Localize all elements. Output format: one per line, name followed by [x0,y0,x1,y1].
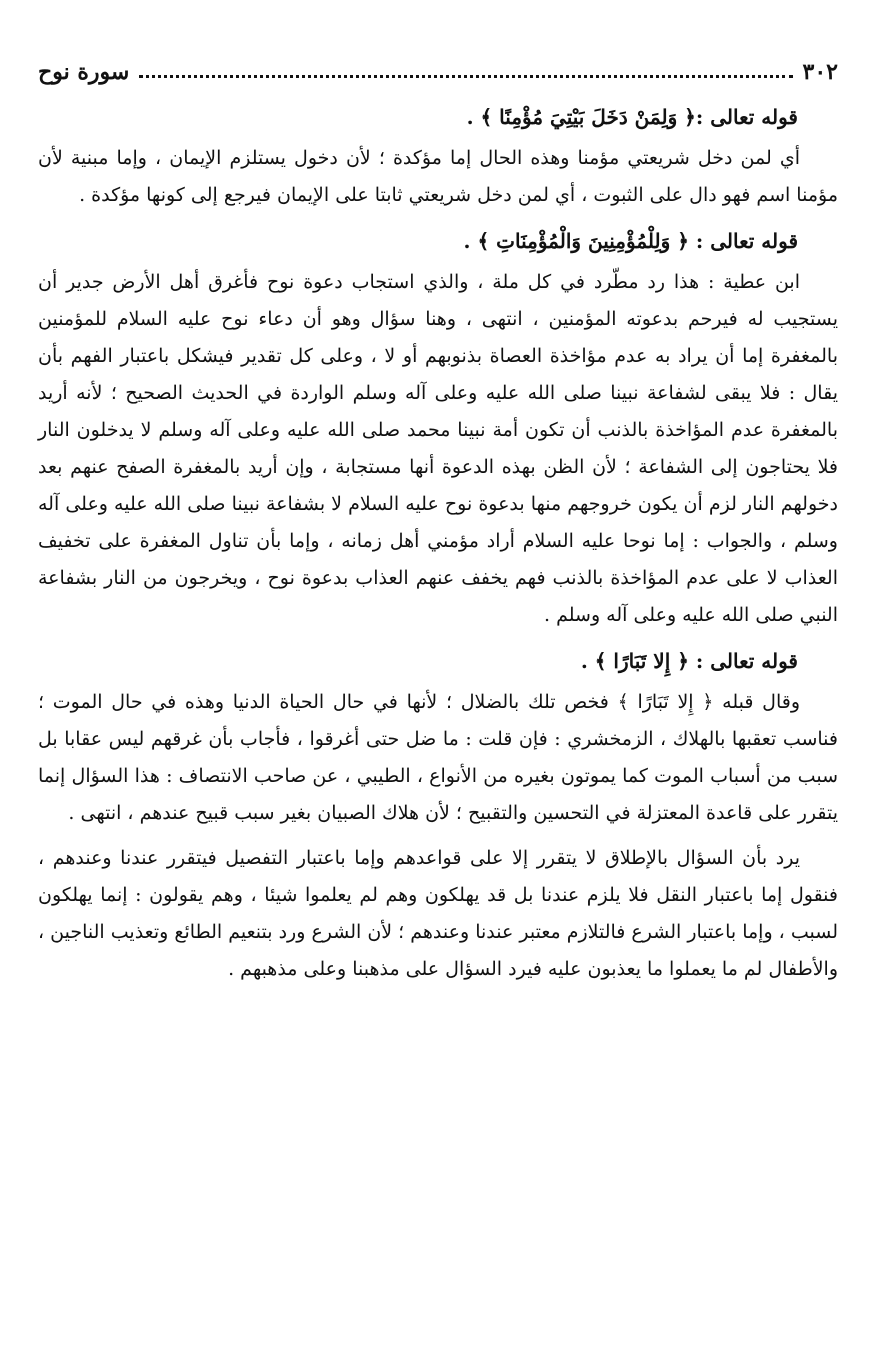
page-header [38,52,838,92]
commentary-paragraph: يرد بأن السؤال بالإطلاق لا يتقرر إلا على قواعدهم وإما باعتبار التفصيل فيتقرر عندنا وعندهم ، فنقول إما باعتبار النقل فلا يلزم عندنا بل قد يهلكون وهم لم يعلموا شيئا ، وهم يقولون : إنما يهلكون لسبب ، وإما باعتبار الشرع فالتلازم معتبر عندنا وعندهم ؛ لأن الشرع ورد بتنعيم الطائع وتعذيب الناجين ، والأطفال لم ما يعملوا ما يعذبون عليه فيرد السؤال على مذهبنا وعلى مذهبهم . [38,847,838,980]
section-verse-1 [38,98,838,214]
surah-title: سورة نوح [38,59,130,85]
section-verse-3 [38,642,838,988]
page-number: ٣٠٢ [802,59,838,85]
commentary-paragraph: ابن عطية : هذا رد مطّرد في كل ملة ، والذي استجاب دعوة نوح فأغرق أهل الأرض جدير أن يستجيب له فيرحم بدعوته المؤمنين ، انتهى ، وهنا سؤال وهو أن دعاء نوح عليه السلام للمؤمنين بالمغفرة إما أن يراد به عدم مؤاخذة العصاة بذنوبهم أو لا ، وعلى كل تقدير فيشكل باعتبار الفهم بأن يقال : فلا يبقى لشفاعة نبينا صلى الله عليه وعلى آله وسلم الواردة في الحديث الصحيح ؛ لأنه أريد بالمغفرة عدم المؤاخذة بالذنب أن تكون أمة نبينا محمد صلى الله عليه وعلى آله وسلم لا يدخلون النار فلا يحتاجون إلى الشفاعة ؛ لأن الظن بهذه الدعوة أنها مستجابة ، وإن أريد بالمغفرة الصفح عنهم بعد دخولهم النار لزم أن يكون خروجهم منها بدعوة نوح عليه السلام لا بشفاعة نبينا صلى الله عليه وعلى آله وسلم ، والجواب : إما نوحا عليه السلام أراد مؤمني أهل زمانه ، وإما بأن تناول المغفرة على تخفيف العذاب لا على عدم المؤاخذة بالذنب فهم يخفف عنهم العذاب بدعوة نوح ، ويخرجون من النار بشفاعة النبي صلى الله عليه وعلى آله وسلم . [38,271,838,626]
commentary-paragraph: وقال قبله ﴿ إِلا تَبَارًا ﴾ فخص تلك بالضلال ؛ لأنها في حال الحياة الدنيا وهذه في حال الموت ؛ فناسب تعقبها بالهلاك ، الزمخشري : فإن قلت : ما ضل حتى أغرقوا ، فأجاب بأن غرقهم ليس عقابا بل سبب من أسباب الموت كما يموتون بغيره من الأنواع ، الطيبي ، عن صاحب الانتصاف : هذا السؤال إنما يتقرر على قاعدة المعتزلة في التحسين والتقبيح ؛ لأن هلاك الصبيان بغير سبب قبيح عندهم ، انتهى . [38,691,838,824]
book-page [38,52,838,996]
section-verse-2 [38,222,838,634]
commentary-paragraph: أي لمن دخل شريعتي مؤمنا وهذه الحال إما مؤكدة ؛ لأن دخول يستلزم الإيمان ، وإما مبنية لأن مؤمنا اسم فهو دال على الثبوت ، أي لمن دخل شريعتي ثابتا على الإيمان فيرجع إلى كونها مؤكدة . [38,147,838,206]
verse-heading: قوله تعالى : ﴿ وَلِلْمُؤْمِنِينَ وَالْمُؤْمِنَاتِ ﴾ . [463,229,798,253]
header-dotted-rule [139,75,792,78]
verse-heading: قوله تعالى :﴿ وَلِمَنْ دَخَلَ بَيْتِيَ مُؤْمِنًا ﴾ . [466,105,798,129]
verse-heading: قوله تعالى : ﴿ إِلا تَبَارًا ﴾ . [580,649,798,673]
